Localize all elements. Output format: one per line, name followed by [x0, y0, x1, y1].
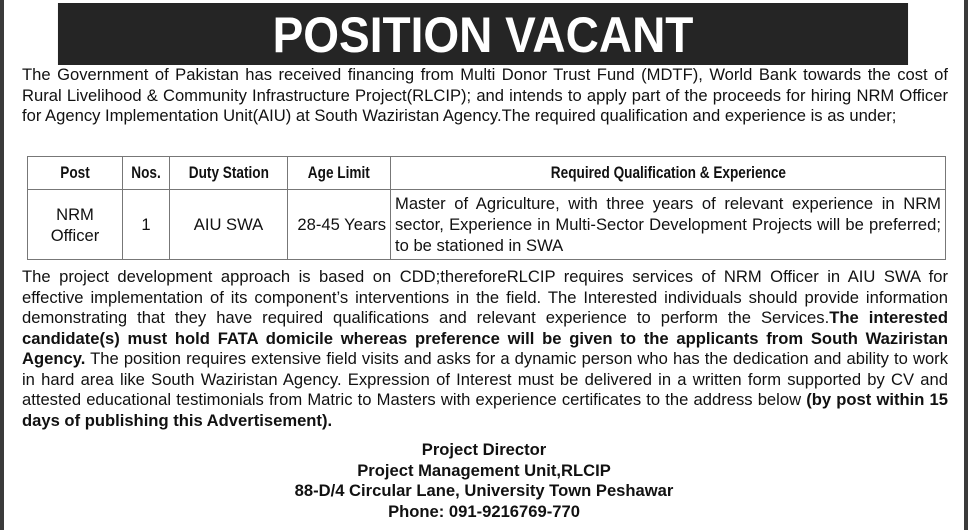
header-post: Post [28, 157, 123, 190]
position-table [27, 156, 946, 260]
advertisement-page [4, 0, 964, 530]
deadline-note: (by post within 15 days of publishing this Advertisement). [22, 390, 949, 430]
address-line-street: 88-D/4 Circular Lane, University Town Peshawar [294, 481, 674, 500]
contact-address [4, 440, 964, 522]
address-line-phone: Phone: 091-9216769-770 [388, 501, 580, 521]
domicile-requirement: The interested candidate(s) must hold FATA domicile whereas preference will be given to the applicants from South Waziristan Agency. [22, 308, 949, 368]
cell-duty-station: AIU SWA [170, 190, 288, 260]
address-line-title: Project Director [421, 440, 547, 459]
cell-post: NRM Officer [28, 190, 123, 260]
body-paragraph [22, 267, 948, 431]
address-line-unit: Project Management Unit,RLCIP [357, 460, 611, 480]
cell-age-limit: 28-45 Years [288, 190, 391, 260]
body-text-2: The position requires extensive field visits and asks for a dynamic person who has the dedication and ability to work in hard area like South Waziristan Agency. Expression of Interest must be delivered in a written form supported by CV and attested educational testimonials from Matric to Masters with experience certificates to the address below [22, 349, 948, 409]
title-banner: POSITION VACANT [58, 3, 908, 65]
intro-paragraph: The Government of Pakistan has received financing from Multi Donor Trust Fund (MDTF), World Bank towards the cost of Rural Livelihood & Community Infrastructure Project(RLCIP); and intends to apply part of the proceeds for hiring NRM Officer for Agency Implementation Unit(AIU) at South Waziristan Agency.The required qualification and experience is as under; [22, 65, 948, 125]
table-row [28, 190, 946, 260]
cell-nos: 1 [123, 190, 170, 260]
table-header-row [28, 157, 946, 190]
cell-qualification: Master of Agriculture, with three years of relevant experience in NRM sector, Experience in Multi-Sector Development Projects will be preferred; to be stationed in SWA [391, 190, 946, 260]
header-qualification: Required Qualification & Experience [391, 157, 946, 190]
header-duty-station: Duty Station [170, 157, 288, 190]
header-nos: Nos. [123, 157, 170, 190]
body-text-1: The project development approach is based on CDD;thereforeRLCIP requires services of NRM Officer in AIU SWA for effective implementation of its component’s interventions in the field. The Interested individuals should provide information demonstrating that they have required qualifications and relevant experience to perform the Services. [22, 267, 948, 327]
header-age-limit: Age Limit [288, 157, 391, 190]
